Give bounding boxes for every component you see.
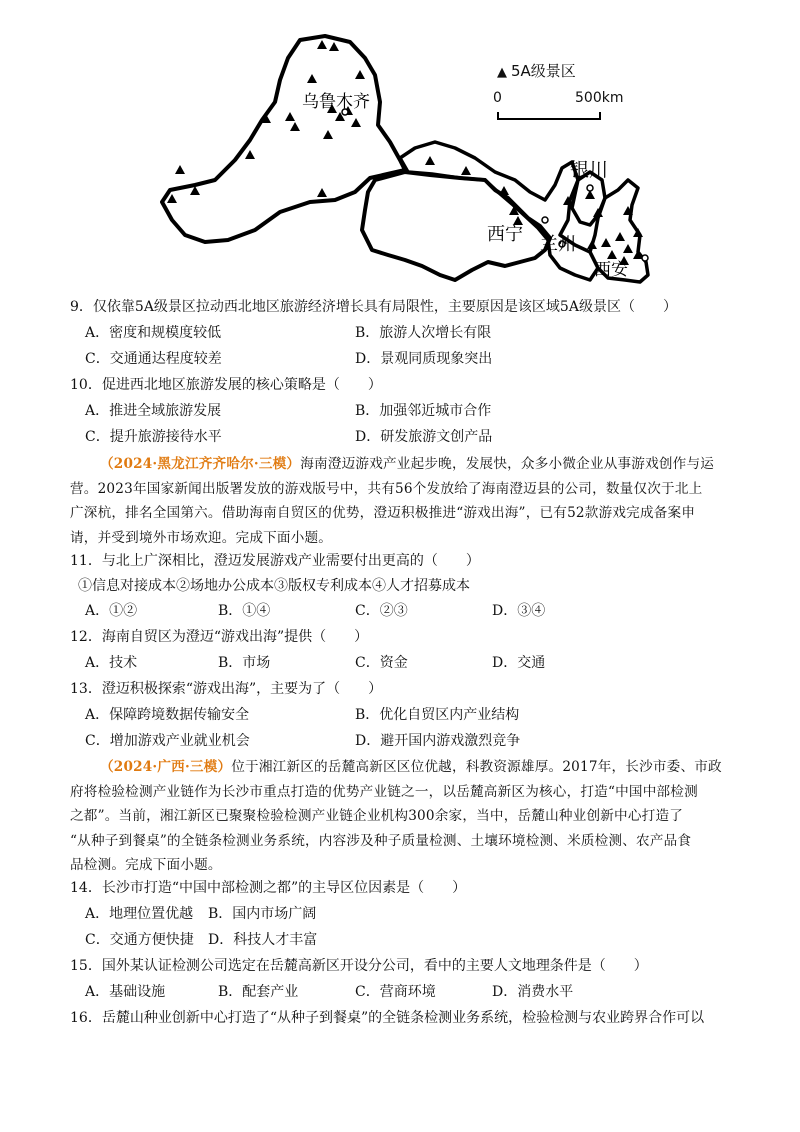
q10-option-b: B．加强邻近城市合作 — [355, 403, 492, 419]
scenic-marker — [615, 232, 625, 241]
scenic-marker — [601, 238, 611, 247]
question-12-stem: 12．海南自贸区为澄迈“游戏出海”提供（ ） — [70, 629, 369, 645]
map-legend — [497, 60, 576, 81]
scenic-marker — [587, 240, 597, 249]
q10-option-d: D．研发旅游文创产品 — [355, 429, 493, 445]
q15-option-c: C．营商环境 — [355, 984, 436, 1000]
question-16-stem: 16．岳麓山种业创新中心打造了“从种子到餐桌”的全链条检测业务系统，检验检测与农业跨界合作可以 — [70, 1010, 705, 1026]
q11-option-b: B．①④ — [218, 603, 271, 619]
q13-option-d: D．避开国内游戏激烈竞争 — [355, 733, 521, 749]
q14-option-a: A．地理位置优越 — [85, 906, 194, 922]
scenic-marker — [245, 150, 255, 159]
passage-line: 请，并受到境外市场欢迎。完成下面小题。 — [70, 529, 333, 546]
passage-line: 营。2023年国家新闻出版署发放的游戏版号中，共有56个发放给了海南澄迈县的公司，数量仅次于北上 — [70, 480, 703, 497]
q9-option-c: C．交通通达程度较差 — [85, 351, 222, 367]
passage-line: 广深杭，排名全国第六。借助海南自贸区的优势，澄迈积极推进“游戏出海”，已有52款游戏完成备案申 — [70, 505, 696, 522]
scenic-marker — [623, 244, 633, 253]
scenic-marker — [461, 166, 471, 175]
map-label-yinchuan: 银川 — [570, 159, 609, 181]
q9-option-b: B．旅游人次增长有限 — [355, 325, 492, 341]
q14-option-d: D．科技人才丰富 — [208, 932, 318, 948]
q15-option-d: D．消费水平 — [492, 984, 574, 1000]
q10-option-c: C．提升旅游接待水平 — [85, 429, 222, 445]
passage-line: “从种子到餐桌”的全链条检测业务系统，内容涉及种子质量检测、土壤环境检测、米质检测、农产品食 — [70, 832, 692, 849]
q15-option-b: B．配套产业 — [218, 984, 299, 1000]
q13-option-c: C．增加游戏产业就业机会 — [85, 733, 250, 749]
scenic-marker — [285, 112, 295, 121]
scale-bar — [497, 112, 601, 120]
map-label-urumqi: 乌鲁木齐 — [302, 92, 370, 112]
scale-zero: 0 — [493, 90, 502, 106]
scenic-marker — [290, 122, 300, 131]
scenic-marker — [499, 186, 509, 195]
q10-option-a: A．推进全域旅游发展 — [85, 403, 222, 419]
passage-line: 品检测。完成下面小题。 — [70, 857, 222, 874]
city-marker-yinchuan — [587, 185, 593, 191]
question-11-stem: 11．与北上广深相比，澄迈发展游戏产业需要付出更高的（ ） — [70, 553, 480, 569]
map-label-xining: 西宁 — [487, 224, 523, 245]
question-10-stem: 10．促进西北地区旅游发展的核心策略是（ ） — [70, 377, 382, 393]
passage-line: 之都”。当前，湘江新区已聚聚检验检测产业链企业机构300余家，当中，岳麓山种业创新中心打造了 — [70, 808, 684, 825]
city-marker-xining — [542, 217, 548, 223]
passage-hainan — [70, 452, 730, 550]
scenic-marker — [329, 42, 339, 51]
passage-line: 位于湘江新区的岳麓高新区区位优越，科教资源雄厚。2017年，长沙市委、市政 — [231, 759, 722, 775]
legend-label: 5A级景区 — [511, 62, 576, 80]
q12-option-b: B．市场 — [218, 655, 271, 671]
map-label-lanzhou: 兰州 — [540, 234, 576, 255]
passage-line: 府将检验检测产业链作为长沙市重点打造的优势产业链之一，以岳麓高新区为核心，打造“中国中部检测 — [70, 783, 698, 800]
scenic-marker — [175, 165, 185, 174]
scenic-marker — [323, 130, 333, 139]
passage-source: （2024·广西·三模） — [100, 759, 232, 775]
xinjiang-outline — [162, 36, 405, 242]
q9-option-a: A．密度和规模度较低 — [85, 325, 222, 341]
scenic-marker — [425, 156, 435, 165]
q9-option-d: D．景观同质现象突出 — [355, 351, 493, 367]
passage-source: （2024·黑龙江齐齐哈尔·三模） — [100, 456, 301, 472]
scale-distance: 500km — [575, 90, 624, 106]
q11-option-c: C．②③ — [355, 603, 408, 619]
question-9-stem: 9．仅依靠5A级景区拉动西北地区旅游经济增长具有局限性，主要原因是该区域5A级景区（ ） — [70, 299, 677, 315]
scenic-marker — [355, 70, 365, 79]
q13-option-a: A．保障跨境数据传输安全 — [85, 707, 250, 723]
q12-option-c: C．资金 — [355, 655, 408, 671]
city-marker-xian — [642, 255, 648, 261]
scenic-marker — [317, 40, 327, 49]
q12-option-d: D．交通 — [492, 655, 546, 671]
passage-line: 海南澄迈游戏产业起步晚，发展快，众多小微企业从事游戏创作与运 — [300, 456, 715, 472]
question-15-stem: 15．国外某认证检测公司选定在岳麓高新区开设分公司，看中的主要人文地理条件是（ ） — [70, 958, 648, 974]
passage-changsha — [70, 755, 730, 878]
q11-option-d: D．③④ — [492, 603, 546, 619]
q11-option-a: A．①② — [85, 603, 138, 619]
q14-option-b: B．国内市场广阔 — [208, 906, 317, 922]
q14-option-c: C．交通方便快捷 — [85, 932, 194, 948]
map-label-xian: 西安 — [594, 260, 628, 280]
q13-option-b: B．优化自贸区内产业结构 — [355, 707, 520, 723]
q12-option-a: A．技术 — [85, 655, 138, 671]
q15-option-a: A．基础设施 — [85, 984, 166, 1000]
question-13-stem: 13．澄迈积极探索“游戏出海”，主要为了（ ） — [70, 681, 383, 697]
question-14-stem: 14．长沙市打造“中国中部检测之都”的主导区位因素是（ ） — [70, 880, 467, 896]
q11-items: ①信息对接成本②场地办公成本③版权专利成本④人才招募成本 — [78, 578, 470, 594]
scenic-marker — [307, 74, 317, 83]
triangle-icon: ▲ — [497, 65, 507, 80]
scenic-marker — [317, 188, 327, 197]
scenic-marker — [351, 118, 361, 127]
